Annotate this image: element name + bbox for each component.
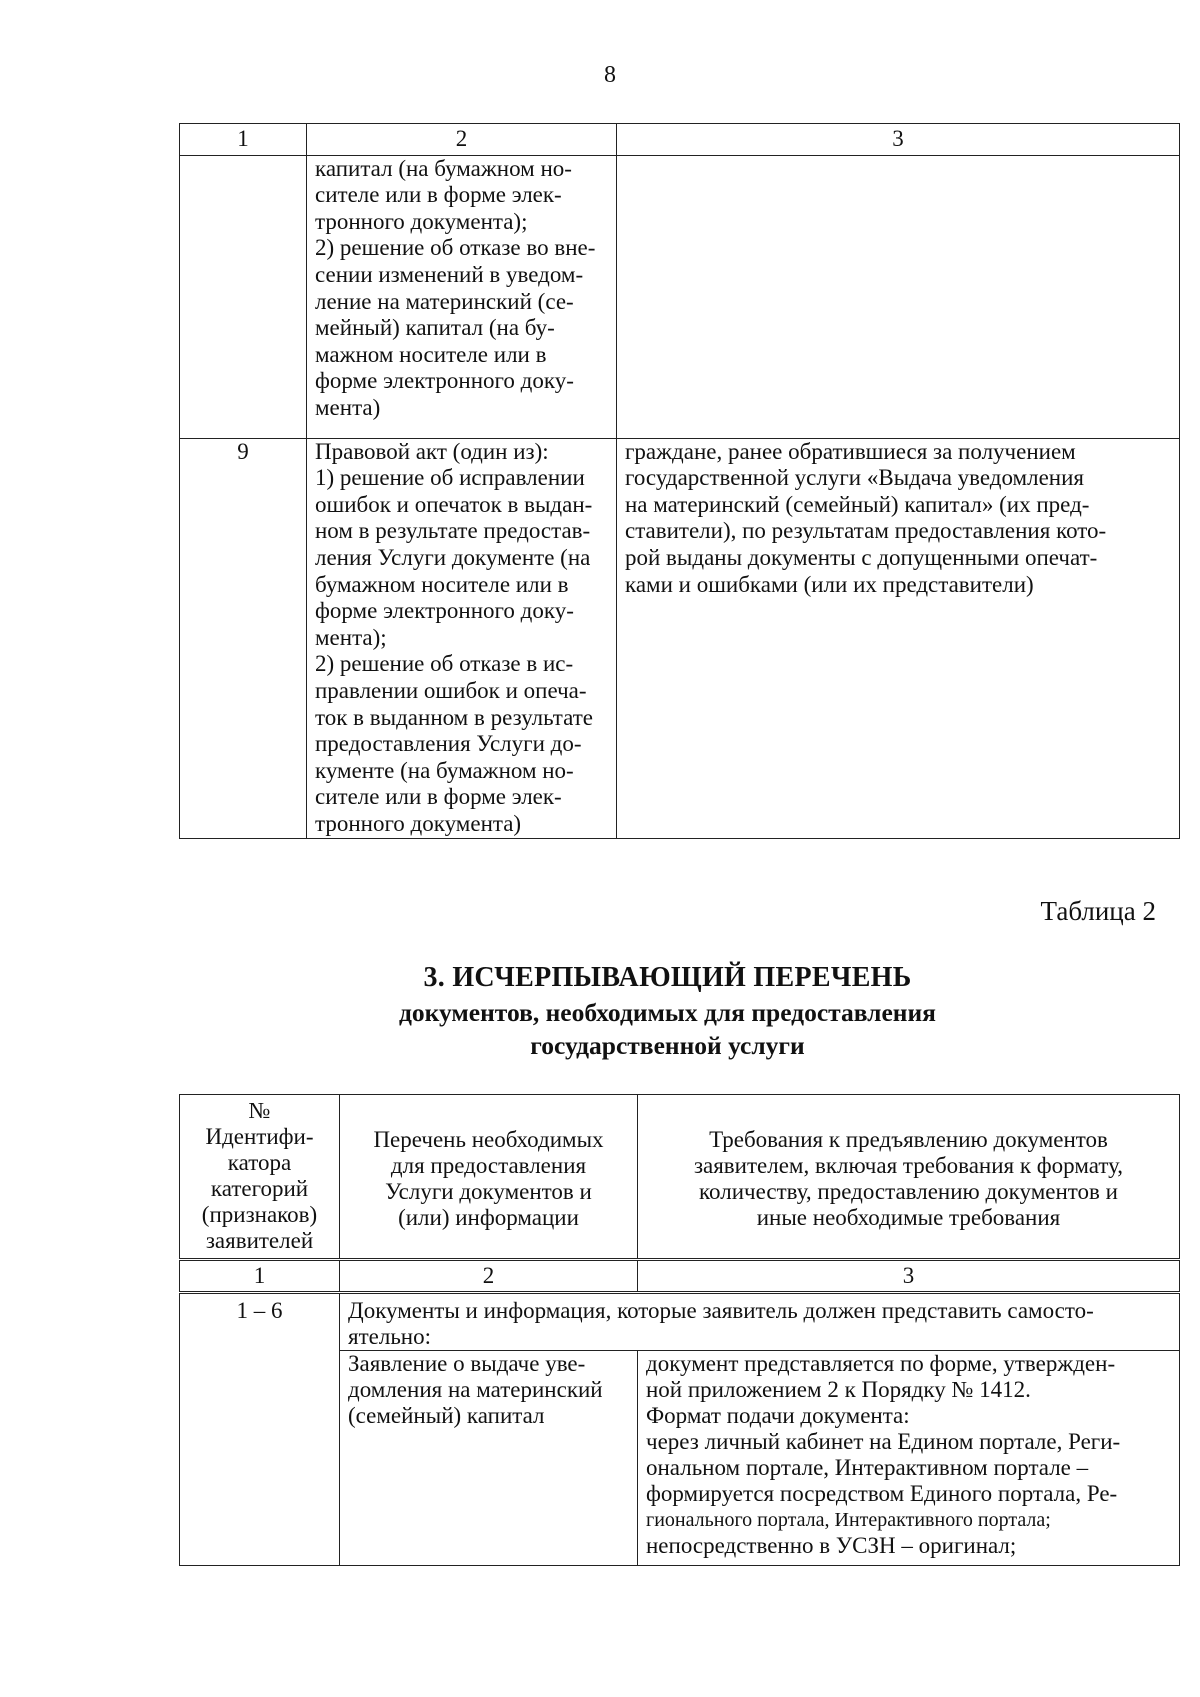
row-number [180, 155, 307, 438]
table1-col-number-3: 3 [617, 124, 1180, 156]
table2-col-number-1: 1 [180, 1260, 340, 1293]
table2-header-row [180, 1095, 1180, 1260]
document-requirements [638, 1351, 1180, 1566]
page-number: 8 [604, 62, 616, 88]
table2-number-row [180, 1260, 1180, 1293]
section-subtitle-line1: документов, необходимых для предоставления [399, 998, 936, 1027]
group-description: Документы и информация, которые заявитель должен представить самосто- ятельно: [340, 1293, 1180, 1351]
applicants-cell [617, 155, 1180, 438]
table1-col-number-1: 1 [180, 124, 307, 156]
result-documents-cell: Правовой акт (один из): 1) решение об исправлении ошибок и опечаток в выдан- ном в результате предостав- ления Услуги документе (на бумажном носителе или в форме электронного доку- мента); 2) решение об отказе в ис- правлении ошибок и опеча- ток в выданном в результате предоставления Услуги до- кументе (на бумажном но- сителе или в форме элек- тронного документа) [307, 438, 617, 838]
table1-number-row [180, 124, 1180, 156]
results-table-continued [179, 123, 1180, 839]
table-row [180, 438, 1180, 838]
table1-col-number-2: 2 [307, 124, 617, 156]
document-requirements-text: документ представляется по форме, утвержден- ной приложением 2 к Порядку № 1412. Формат подачи документа: через личный кабинет на Едином портале, Реги- ональном портале, Интерактивном портале – формируется посредством Единого портала, Ре- [646, 1351, 1121, 1506]
section-subtitle-line2: государственной услуги [530, 1031, 805, 1060]
table2-col-number-2: 2 [340, 1260, 638, 1293]
row-number: 9 [180, 438, 307, 838]
table2-col-number-3: 3 [638, 1260, 1180, 1293]
column-header-applicant-id: № Идентифи- катора категорий (признаков) заявителей [180, 1095, 340, 1260]
table-row [180, 155, 1180, 438]
column-header-requirements: Требования к предъявлению документов заявителем, включая требования к формату, количеству, предоставлению документов и иные необходимые требования [638, 1095, 1180, 1260]
result-documents-cell: капитал (на бумажном но- сителе или в форме элек- тронного документа); 2) решение об отказе во вне- сении изменений в уведом- ление на материнский (се- мейный) капитал (на бу- мажном носителе или в форме электронного доку- мента) [307, 155, 617, 438]
section-heading [0, 960, 1200, 1062]
table-row [180, 1293, 1180, 1351]
documents-table [179, 1094, 1180, 1566]
section-title: 3. ИСЧЕРПЫВАЮЩИЙ ПЕРЕЧЕНЬ [423, 962, 912, 993]
column-header-document-list: Перечень необходимых для предоставления Услуги документов и (или) информации [340, 1095, 638, 1260]
document-requirements-text: гионального портала, Интерактивного портала; [646, 1509, 1051, 1531]
applicants-cell: граждане, ранее обратившиеся за получением государственной услуги «Выдача уведомления на материнский (семейный) капитал» (их пред- ставители), по результатам предоставления кото- рой выданы документы с допущенными опечат- ками и ошибками (или их представители) [617, 438, 1180, 838]
document-name: Заявление о выдаче уве- домления на материнский (семейный) капитал [340, 1351, 638, 1566]
table-label: Таблица 2 [1040, 896, 1156, 926]
document-requirements-text: непосредственно в УСЗН – оригинал; [646, 1533, 1017, 1558]
applicant-category-id: 1 – 6 [180, 1293, 340, 1566]
